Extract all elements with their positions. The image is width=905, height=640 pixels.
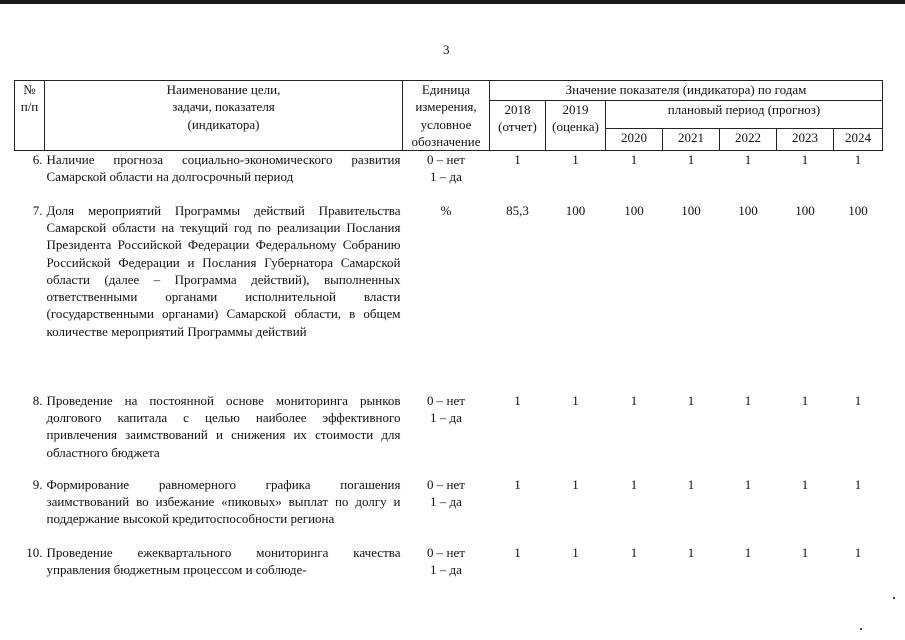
row-number: 9. <box>32 476 43 492</box>
row-number: 8. <box>32 392 43 408</box>
value-2024: 1 <box>854 476 862 492</box>
value-2021: 1 <box>687 392 695 408</box>
value-2020: 1 <box>630 544 638 560</box>
value-2024: 1 <box>854 544 862 560</box>
value-2021: 1 <box>687 152 695 168</box>
value-2021: 1 <box>687 544 695 560</box>
unit-cell: % <box>440 202 452 218</box>
value-2020: 1 <box>630 476 638 492</box>
table-row <box>15 392 883 476</box>
value-2021: 1 <box>687 476 695 492</box>
row-number: 7. <box>32 202 43 218</box>
value-2020: 1 <box>630 392 638 408</box>
value-2024: 1 <box>854 392 862 408</box>
value-2024: 1 <box>854 152 862 168</box>
scan-top-edge <box>0 0 905 4</box>
header-plan-period: плановый период (прогноз) <box>606 101 883 129</box>
table-row <box>15 544 883 584</box>
header-year-2019: 2019 (оценка) <box>546 101 606 151</box>
value-2020: 1 <box>630 152 638 168</box>
header-values-title: Значение показателя (индикатора) по годам <box>490 81 883 101</box>
value-2018: 1 <box>514 392 521 408</box>
value-2019: 1 <box>572 544 579 560</box>
header-year-2018: 2018 (отчет) <box>490 101 546 151</box>
value-2021: 100 <box>681 202 701 218</box>
header-year-2024: 2024 <box>834 129 883 151</box>
header-year-2023: 2023 <box>777 129 834 151</box>
table-row <box>15 151 883 202</box>
value-2020: 100 <box>624 202 644 218</box>
header-year-2022: 2022 <box>720 129 777 151</box>
table-row <box>15 476 883 544</box>
header-year-2020: 2020 <box>606 129 663 151</box>
value-2023: 1 <box>801 476 809 492</box>
scan-speck <box>860 628 862 630</box>
unit-cell: 0 – нет 1 – да <box>427 476 465 509</box>
row-number: 10. <box>26 544 43 560</box>
value-2022: 1 <box>744 544 752 560</box>
value-2022: 1 <box>744 476 752 492</box>
unit-cell: 0 – нет 1 – да <box>427 392 465 425</box>
value-2022: 1 <box>744 392 752 408</box>
value-2019: 100 <box>565 202 586 218</box>
value-2019: 1 <box>572 152 579 168</box>
value-2022: 100 <box>738 202 758 218</box>
row-number: 6. <box>32 152 43 168</box>
value-2018: 1 <box>514 476 521 492</box>
indicator-name: Формирование равномерного графика погашения заимствований во избежание «пиковых» выплат по долгу и поддержание высокой кредитоспособности региона <box>46 476 401 527</box>
header-name: Наименование цели, задачи, показателя (индикатора) <box>45 81 403 151</box>
value-2024: 100 <box>848 202 868 218</box>
header-num: № п/п <box>15 81 45 151</box>
header-unit: Единица измерения, условное обозначение <box>403 81 490 151</box>
unit-cell: 0 – нет 1 – да <box>427 152 465 185</box>
value-2019: 1 <box>572 392 579 408</box>
page-number: 3 <box>443 42 450 57</box>
value-2018: 1 <box>514 152 521 168</box>
value-2023: 1 <box>801 152 809 168</box>
indicator-name: Доля мероприятий Программы действий Правительства Самарской области на текущий год по реализации Послания Президента Российской Федерации Федеральному Собранию Российской Федерации и Послания Губернатора Самарской области (далее – Программа действий), выполненных ответственными органами исполнительной власти (государственными органами) Самарской области, в общем количестве мероприятий Программы действий <box>46 202 401 339</box>
value-2023: 1 <box>801 392 809 408</box>
table-row <box>15 202 883 392</box>
scan-speck <box>893 597 895 599</box>
unit-cell: 0 – нет 1 – да <box>427 544 465 577</box>
value-2022: 1 <box>744 152 752 168</box>
indicator-name: Проведение ежеквартального мониторинга качества управления бюджетным процессом и соблюде- <box>46 544 401 577</box>
indicators-table <box>14 80 883 584</box>
value-2019: 1 <box>572 476 579 492</box>
value-2018: 85,3 <box>506 202 529 218</box>
value-2023: 1 <box>801 544 809 560</box>
indicator-name: Проведение на постоянной основе мониторинга рынков долгового капитала с целью наиболее эффективного привлечения заимствований и снижения их стоимости для областного бюджета <box>46 392 401 460</box>
header-year-2021: 2021 <box>663 129 720 151</box>
value-2023: 100 <box>795 202 815 218</box>
indicator-name: Наличие прогноза социально-экономического развития Самарской области на долгосрочный период <box>46 152 401 185</box>
value-2018: 1 <box>514 544 521 560</box>
